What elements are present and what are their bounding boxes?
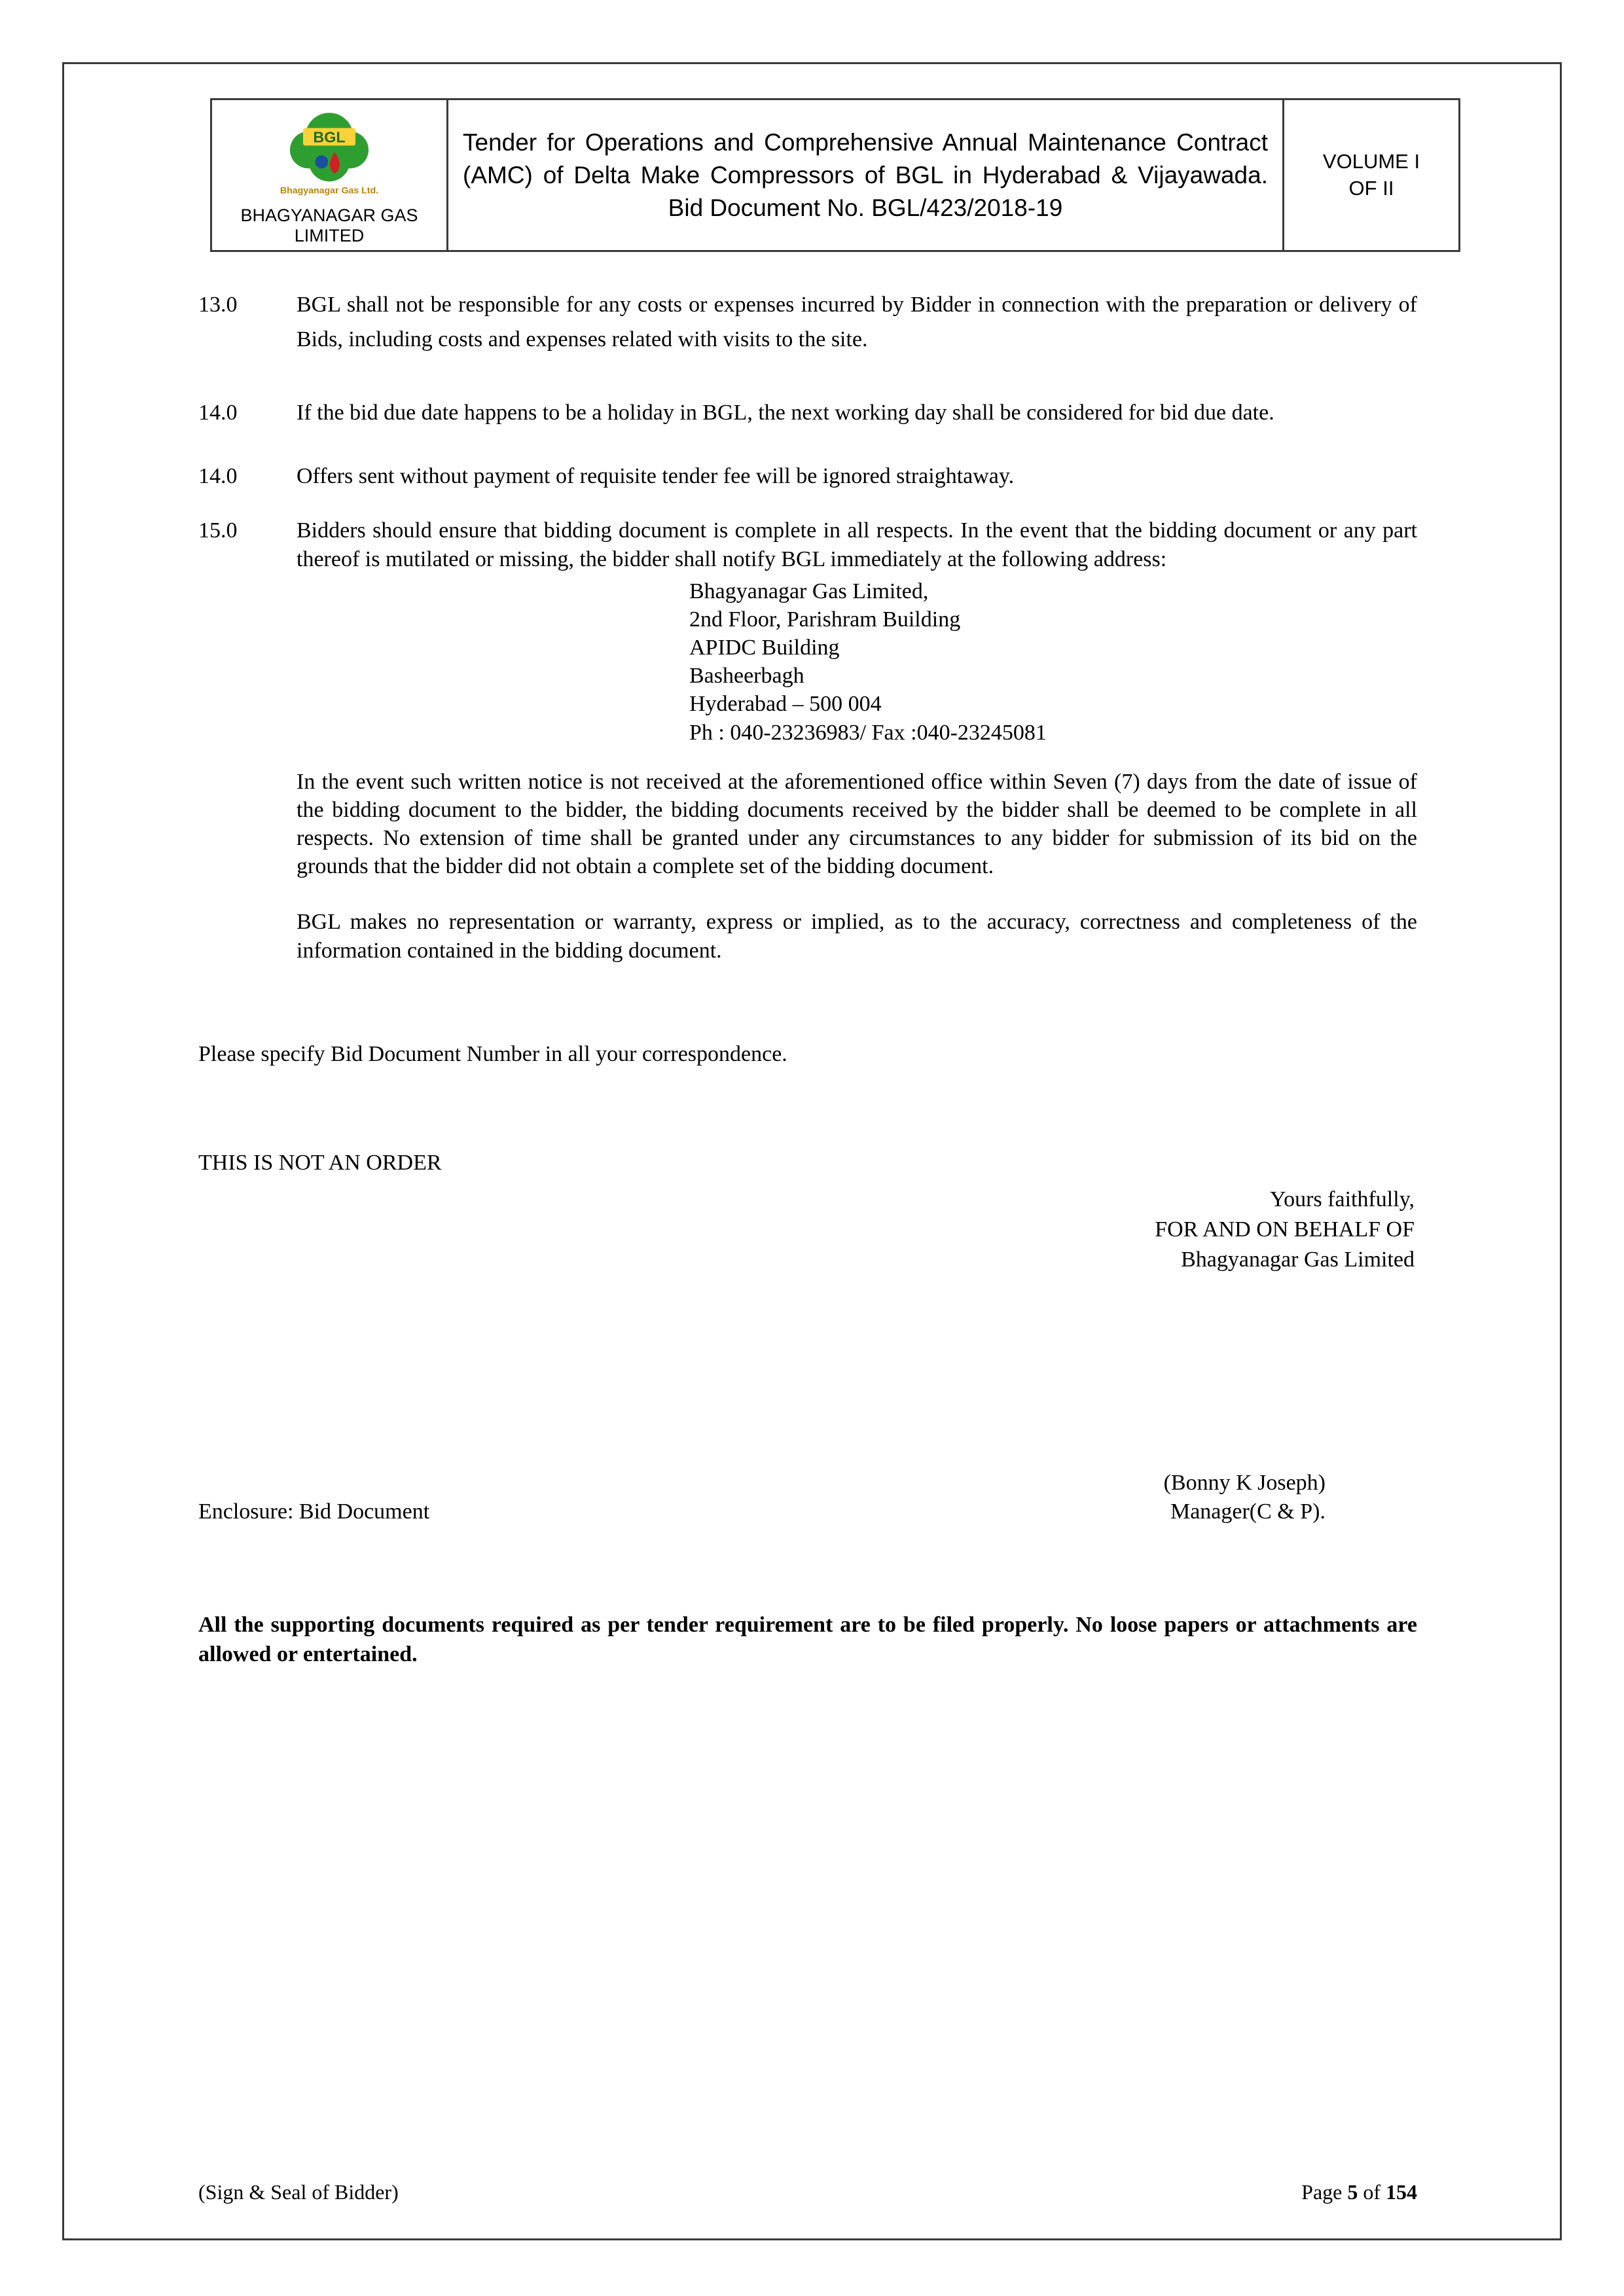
org-name-line1: BHAGYANAGAR GAS [240,206,418,225]
page-number-total: 154 [1386,2180,1417,2204]
clause-15 [198,516,1417,573]
page-footer [198,2180,1417,2212]
logo-cell [211,99,448,251]
address-line: Basheerbagh [689,664,804,689]
org-name-line2: LIMITED [294,226,365,246]
enclosure-row [198,1499,1417,1524]
correspondence-note: Please specify Bid Document Number in all your correspondence. [198,1041,787,1066]
clause-text: Offers sent without payment of requisite tender fee will be ignored straightaway. [297,464,1015,489]
signatory-designation: Manager(C & P). [1170,1499,1326,1524]
tender-title: Tender for Operations and Comprehensive Annual Maintenance Contract (AMC) of Delta Make Compressors of BGL in Hyderabad & Vijayawada. [463,128,1268,188]
clause-number: 14.0 [198,401,238,425]
page-border [62,62,1562,2240]
volume-cell [1284,99,1460,251]
logo-bgl-text: BGL [313,128,346,146]
not-an-order-note: THIS IS NOT AN ORDER [198,1150,442,1175]
clause-text: BGL shall not be responsible for any costs or expenses incurred by Bidder in connection with the preparation or delivery of Bids, including costs and expenses related with visits to the site. [297,293,1417,351]
signature-block [198,1185,1417,1275]
address-line: Hyderabad – 500 004 [689,692,882,717]
address-block [689,577,1417,747]
address-line: APIDC Building [689,636,840,660]
bgl-logo-icon [274,104,385,202]
tender-title-cell [448,99,1284,251]
paragraph-warranty: BGL makes no representation or warranty, express or implied, as to the accuracy, correctness and completeness of the information contained in the bidding document. [297,910,1417,963]
enclosure-label: Enclosure: Bid Document [198,1499,430,1524]
logo-caption: Bhagyanagar Gas Ltd. [280,185,379,196]
bid-document-number: Bid Document No. BGL/423/2018-19 [668,194,1063,221]
page-number-current: 5 [1347,2180,1358,2204]
supporting-documents-note: All the supporting documents required as per tender requirement are to be filed properly. No loose papers or attachments are allowed or entertained. [198,1613,1417,1666]
address-line: Bhagyanagar Gas Limited, [689,579,929,603]
signature-line3: Bhagyanagar Gas Limited [1181,1247,1415,1272]
signature-line1: Yours faithfully, [1269,1187,1415,1211]
paragraph-notice: In the event such written notice is not received at the aforementioned office within Seven (7) days from the date of issue of the bidding document to the bidder, the bidding documents received by the bidder shall be deemed to be complete in all respects. No extension of time shall be granted under any circumstances to any bidder for submission of its bid on the grounds that the bidder did not obtain a complete set of the bidding document. [297,769,1417,879]
volume-line2: OF II [1348,176,1394,200]
clause-number: 14.0 [198,464,238,489]
page-number: Page 5 of 154 [1301,2180,1417,2204]
document-header [210,98,1460,252]
signatory-name-row [198,1471,1417,1496]
document-body [198,252,1417,1669]
clause-13 [198,288,1417,357]
address-line: 2nd Floor, Parishram Building [689,607,961,632]
logo-drop-shape [315,155,328,168]
clause-number: 15.0 [198,518,238,543]
signature-line2: FOR AND ON BEHALF OF [1155,1217,1415,1242]
address-line: Ph : 040-23236983/ Fax :040-23245081 [689,720,1047,745]
sign-seal-label: (Sign & Seal of Bidder) [198,2180,399,2204]
signatory-name: (Bonny K Joseph) [1163,1471,1326,1496]
clause-text: Bidders should ensure that bidding document is complete in all respects. In the event that the bidding document or any part thereof is mutilated or missing, the bidder shall notify BGL immediately at the following address: [297,518,1417,571]
clause-14b [198,462,1417,490]
clause-text: If the bid due date happens to be a holiday in BGL, the next working day shall be considered for bid due date. [297,401,1274,425]
clause-14a [198,396,1417,431]
clause-number: 13.0 [198,293,238,317]
volume-line1: VOLUME I [1322,150,1420,173]
